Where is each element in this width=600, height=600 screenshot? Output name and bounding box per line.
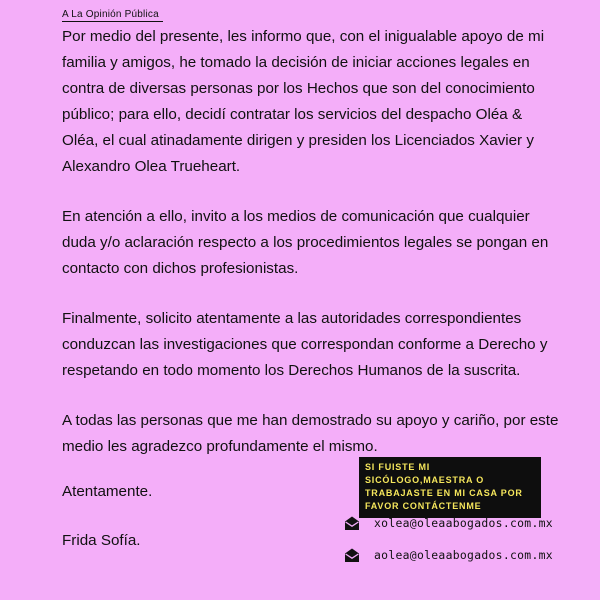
- signature: Frida Sofía.: [62, 532, 141, 549]
- envelope-icon: [344, 515, 360, 531]
- paragraph-media: En atención a ello, invito a los medios de comunicación que cualquier duda y/o aclaración respecto a los procedimientos legales se pongan en contacto con dichos profesionistas.: [62, 208, 549, 277]
- paragraph-authorities: Finalmente, solicito atentamente a las autoridades correspondientes conduzcan las investigaciones que correspondan conforme a Derecho y respetando en todo momento los Derechos Humanos de la suscrita.: [62, 310, 548, 379]
- closing-line: Atentamente.: [62, 483, 153, 500]
- notice-box: SI FUISTE MI SICÓLOGO,MAESTRA O TRABAJASTE EN MI CASA POR FAVOR CONTÁCTENME: [359, 457, 541, 518]
- paragraph-intro: Por medio del presente, les informo que, con el inigualable apoyo de mi familia y amigos, he tomado la decisión de iniciar acciones legales en contra de diversas personas por los Hechos que son del conocimiento público; para ello, decidí contratar los servicios del despacho Oléa & Oléa, el cual atinadamente dirigen y presiden los Licenciados Xavier y Alexandro Olea Trueheart.: [62, 28, 545, 175]
- contact-2: [344, 547, 553, 563]
- letter-body: [62, 24, 562, 484]
- contact-email[interactable]: xolea@oleaabogados.com.mx: [374, 516, 553, 530]
- contact-email[interactable]: aolea@oleaabogados.com.mx: [374, 548, 553, 562]
- letter-header: A La Opinión Pública: [62, 9, 163, 22]
- paragraph-thanks: A todas las personas que me han demostrado su apoyo y cariño, por este medio les agradezco profundamente el mismo.: [62, 412, 559, 455]
- envelope-icon: [344, 547, 360, 563]
- contact-1: [344, 515, 553, 531]
